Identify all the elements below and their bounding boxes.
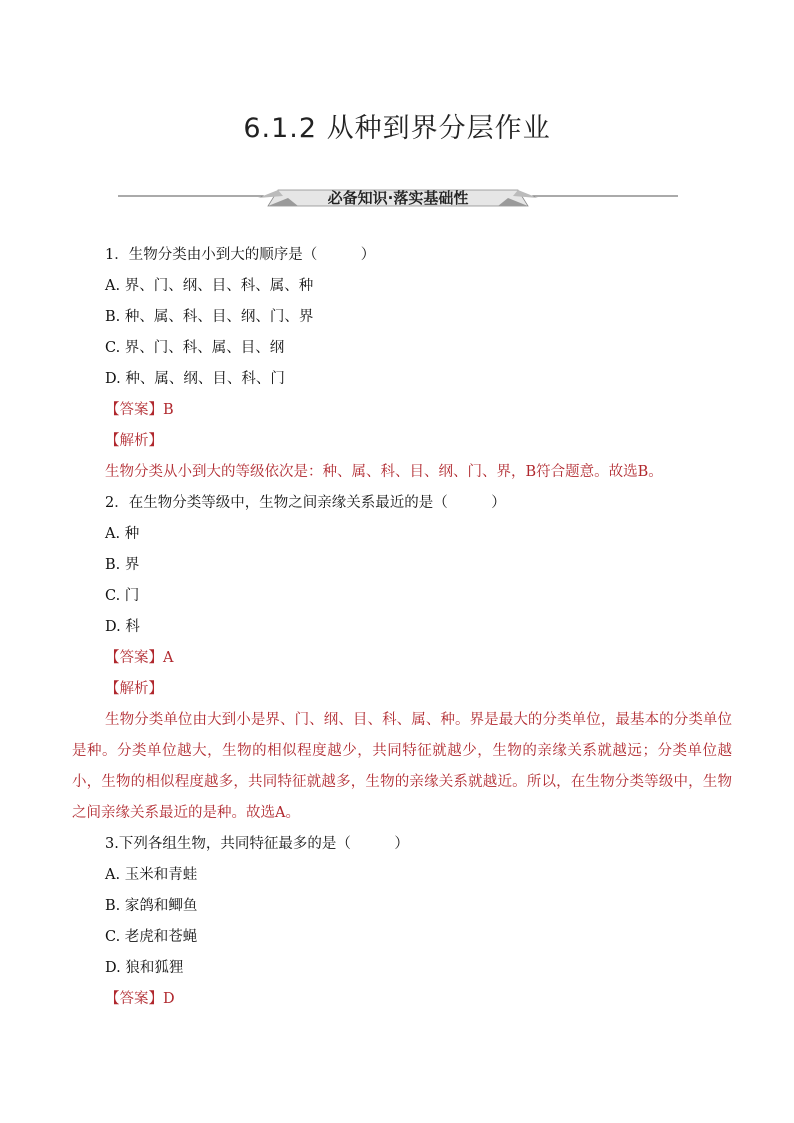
answer-tag: 【答案】 <box>105 991 163 1007</box>
section-header <box>118 184 678 212</box>
answer-value: A <box>163 650 174 666</box>
page-title: 6.1.2 从种到界分层作业 <box>243 113 551 144</box>
q1-stem: 1．生物分类由小到大的顺序是（ ） <box>105 247 376 263</box>
q1-analysis: 生物分类从小到大的等级依次是：种、属、科、目、纲、门、界，B符合题意。故选B。 <box>105 464 663 480</box>
q2-option-c: C. 门 <box>105 588 140 604</box>
q3-stem: 3.下列各组生物，共同特征最多的是（ ） <box>105 836 409 852</box>
answer-value: B <box>163 402 174 418</box>
q2-option-d: D. 科 <box>105 619 140 635</box>
q1-option-b: B. 种、属、科、目、纲、门、界 <box>105 309 314 325</box>
q3-option-a: A. 玉米和青蛙 <box>105 867 198 883</box>
q2-answer <box>72 643 732 674</box>
q3-option-c: C. 老虎和苍蝇 <box>105 929 198 945</box>
q2-analysis-tag: 【解析】 <box>105 681 163 697</box>
q2-option-b: B. 界 <box>105 557 140 573</box>
answer-value: D <box>163 991 175 1007</box>
q1-option-c: C. 界、门、科、属、目、纲 <box>105 340 285 356</box>
question-list <box>72 240 732 1015</box>
q3-option-d: D. 狼和狐狸 <box>105 960 184 976</box>
q1-option-d: D. 种、属、纲、目、科、门 <box>105 371 285 387</box>
q3-option-b: B. 家鸽和鲫鱼 <box>105 898 198 914</box>
q2-option-a: A. 种 <box>105 526 140 542</box>
answer-tag: 【答案】 <box>105 402 163 418</box>
q1-analysis-tag: 【解析】 <box>105 433 163 449</box>
q2-analysis: 生物分类单位由大到小是界、门、纲、目、科、属、种。界是最大的分类单位，最基本的分类单位是种。分类单位越大，生物的相似程度越少，共同特征就越少，生物的亲缘关系就越远；分类单位越小，生物的相似程度越多，共同特征就越多，生物的亲缘关系就越近。所以，在生物分类等级中，生物之间亲缘关系最近的是种。故选A。 <box>72 712 732 821</box>
answer-tag: 【答案】 <box>105 650 163 666</box>
q3-answer <box>72 984 732 1015</box>
q2-stem: 2．在生物分类等级中，生物之间亲缘关系最近的是（ ） <box>105 495 506 511</box>
q1-option-a: A. 界、门、纲、目、科、属、种 <box>105 278 314 294</box>
section-label: 必备知识·落实基础性 <box>327 189 469 207</box>
q1-answer <box>72 395 732 426</box>
